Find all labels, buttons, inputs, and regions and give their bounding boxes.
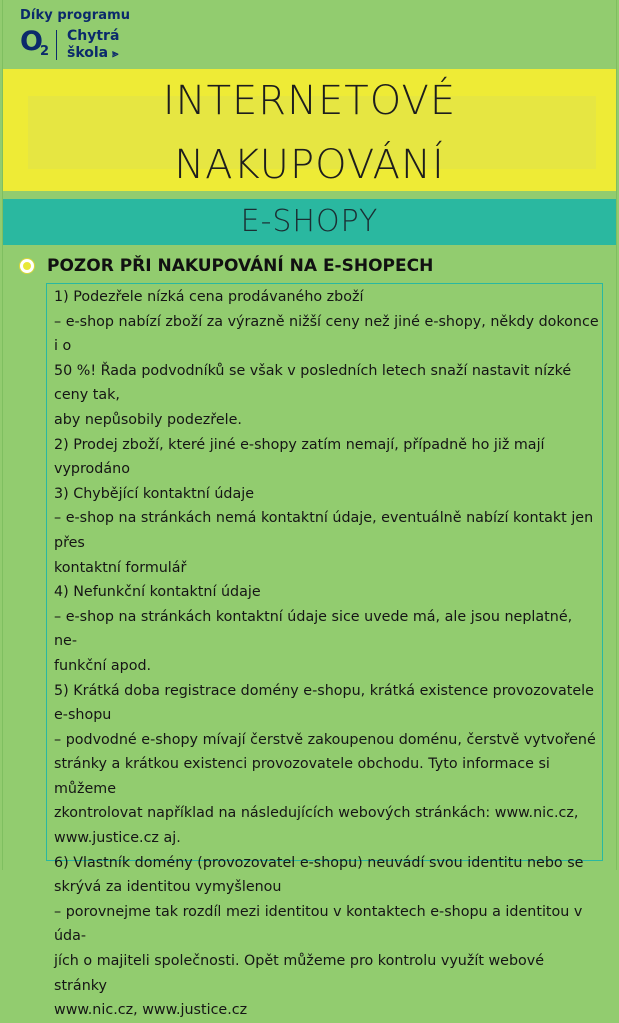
text-line: e-shopu [54, 707, 112, 724]
text-line: zkontrolovat například na následujících webových stránkách: www.nic.cz, [54, 805, 579, 822]
wave-icon: ⪢ [112, 47, 119, 60]
text-line: 4) Nefunkční kontaktní údaje [54, 584, 261, 601]
brand-name-line1: Chytrá [67, 28, 120, 44]
o2-logo [20, 28, 52, 64]
page-title-line1: INTERNETOVÉ [162, 78, 457, 124]
brand-row [20, 28, 130, 64]
text-line: – porovnejme tak rozdíl mezi identitou v kontaktech e-shopu a identitou v úda- [54, 903, 583, 945]
text-line: 5) Krátká doba registrace domény e-shopu, krátká existence provozovatele [54, 682, 594, 699]
text-line: skrývá za identitou vymyšlenou [54, 879, 282, 896]
brand-name-line2: škola [67, 45, 109, 61]
brand-divider [56, 30, 57, 60]
content-text [54, 285, 599, 1023]
text-line: 2) Prodej zboží, které jiné e-shopy zatím nemají, případně ho již mají vyprodáno [54, 436, 545, 478]
text-line: 50 %! Řada podvodníků se však v posledních letech snaží nastavit nízké ceny tak, [54, 362, 572, 404]
subtitle-band [3, 199, 616, 245]
text-line: 6) Vlastník domény (provozovatel e-shopu) neuvádí svou identitu nebo se [54, 854, 584, 871]
text-line: www.nic.cz, www.justice.cz [54, 1002, 248, 1019]
text-line: kontaktní formulář [54, 559, 187, 576]
text-line: funkční apod. [54, 657, 152, 674]
text-line: – e-shop na stránkách kontaktní údaje sice uvede má, ale jsou neplatné, ne- [54, 608, 573, 650]
chytra-skola-logo [67, 28, 119, 62]
text-line: 1) Podezřele nízká cena prodávaného zboží [54, 289, 364, 305]
section-heading: POZOR PŘI NAKUPOVÁNÍ NA E-SHOPECH [47, 256, 434, 276]
text-line: aby nepůsobily podezřele. [54, 411, 242, 428]
text-line: 3) Chybějící kontaktní údaje [54, 485, 254, 502]
sponsor-caption: Díky programu [20, 8, 131, 23]
text-line: www.justice.cz aj. [54, 830, 181, 847]
bullet-icon [20, 259, 34, 273]
sponsor-logo [20, 8, 130, 64]
text-line: – podvodné e-shopy mívají čerstvě zakoupenou doménu, čerstvě vytvořené [54, 731, 596, 748]
section-header [20, 256, 433, 276]
page-title-line2: NAKUPOVÁNÍ [174, 142, 445, 188]
text-line: stránky a krátkou existenci provozovatele obchodu. Tyto informace si můžeme [54, 756, 550, 797]
page-subtitle: E-SHOPY [240, 204, 379, 239]
o2-subscript: 2 [40, 44, 50, 59]
o2-letter: O [20, 26, 43, 57]
text-line: – e-shop na stránkách nemá kontaktní údaje, eventuálně nabízí kontakt jen přes [54, 510, 594, 551]
text-line: jích o majiteli společnosti. Opět můžeme pro kontrolu využít webové stránky [54, 953, 545, 994]
text-line: – e-shop nabízí zboží za výrazně nižší ceny než jiné e-shopy, někdy dokonce i o [54, 313, 599, 355]
